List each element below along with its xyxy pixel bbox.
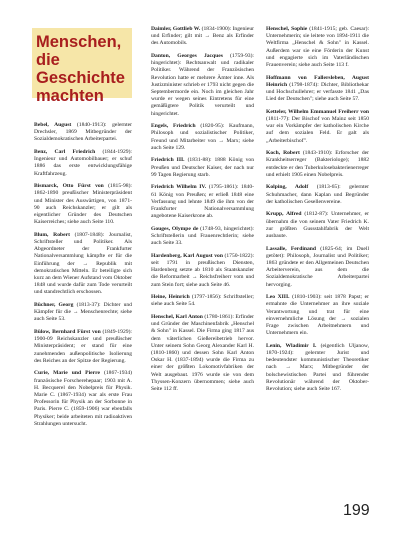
column-1	[34, 122, 132, 433]
entry-text: (1798-1874): Dichter, Bibliothekar und Hochschullehrer; er verfasste 1841 „Das Lied der Deutschen"; siehe auch Seite 57.	[266, 81, 369, 103]
entry-text: (1841-1915; geb. Caesar): Unternehmerin; sie leitete von 1894-1911 die Weltfirma „Henschel & Sohn" in Kassel. Außerdem war sie eine Förderin der Kunst und engagierte sich im Vaterländischen Frauenverein; siehe auch Seite 113 f.	[266, 26, 369, 69]
entry-name: Ketteler, Wilhelm Emmanuel Freiherr von	[266, 108, 369, 115]
entry-name: Bismarck, Otto Fürst von	[34, 183, 104, 190]
entry-text: (1797-1856): Schriftsteller; siehe auch Seite 54.	[151, 294, 254, 308]
entry-text: (1843-1910): Erforscher der Krankheitserreger (Bakteriologe); 1882 entdeckte er den Tuberkulosebakterienerreger und erhielt 1905 einen Nobelpreis.	[266, 150, 369, 178]
entry-name: Engels, Friedrich	[151, 123, 196, 130]
entry-text: (1840-1913): gelernter Drechsler, 1869 Mitbegründer der Sozialdemokratischen Arbeiterpartei.	[34, 122, 132, 143]
glossary-entry	[151, 253, 254, 289]
entry-text: (eigentlich Uljanow, 1870-1924): gelernter Jurist und bedeutendster kommunistischer Theoretiker nach → Marx; Mitbegründer der bolschewistischen Partei und führender Revolutionär während der Oktober-Revolution; siehe auch Seite 167.	[266, 342, 369, 393]
entry-text: (1849-1929): 1900-09 Reichskanzler und preußischer Ministerpräsident; er stand für eine zunehmenden außenpolitische Isolierung des Reiches an der Spitze der Regierung.	[34, 329, 132, 364]
entry-name: Büchner, Georg	[34, 302, 74, 309]
page-title: Menschen, die Geschichte machten	[36, 33, 125, 105]
glossary-entry	[266, 75, 369, 104]
entry-text: (1759-93): hingerichtet): Rechtsanwalt und radikaler Politiker. Während der Französischen Revolution hatte er mehrere Ämter inne. Als Justizminister schrieb er 1793 nicht gegen die Septembermorde ein. Noch im gleichen Jahr wurde er wegen seines Eintretens für eine gemäßigtere Politik verurteilt und hingerichtet.	[151, 53, 254, 117]
glossary-entry	[34, 232, 132, 297]
entry-name: Lassalle, Ferdinand	[266, 245, 317, 252]
glossary-entry	[34, 370, 132, 428]
entry-name: Benz, Carl Friedrich	[34, 149, 96, 155]
glossary-entry	[266, 150, 369, 179]
entry-name: Lenin, Wladimir I.	[266, 342, 317, 349]
entry-name: Koch, Robert	[266, 150, 300, 157]
glossary-entry	[151, 184, 254, 220]
glossary-entry	[266, 184, 369, 206]
entry-text: (1795-1861): 1840-61 König von Preußen; er erließ 1848 eine Verfassung und lehnte 1849 die ihm von der Frankfurter Nationalversammlung angebotene Kaiserkrone ab.	[151, 184, 254, 220]
entry-name: Kolping, Adolf	[266, 184, 309, 191]
entry-name: Daimler, Gottlieb W.	[151, 26, 201, 32]
glossary-entry	[151, 157, 254, 179]
entry-text: (1807-1848): Journalist, Schriftsteller und Politiker. Als Abgeordneter der Frankfurter Nationalversammlung kämpfte er für die Einführung der → Republik mit demokratischen Mitteln. Er beteiligte sich kurz an dem Wiener Aufstand vom Oktober 1848 und wurde dafür zum Tode verurteilt und standrechtlich erschossen.	[34, 231, 132, 296]
entry-text: (1750-1822): seit 1791 in preußischen Diensten, Hardenberg setzte ab 1810 als Staatskanzler die Reformarbeit → Reichsfreiherr vom und zum Stein fort; siehe auch Seite 46.	[151, 252, 255, 288]
entry-name: Curie, Marie und Pierre	[34, 370, 100, 377]
glossary-entry	[151, 26, 254, 48]
entry-text: (1820-95): Kaufmann, Philosoph und sozialistischer Politiker, Freund und Mitarbeiter von → Marx; siehe auch Seite 129.	[151, 123, 254, 151]
glossary-entry	[34, 149, 132, 178]
entry-name: Leo XIII.	[266, 294, 290, 301]
glossary-entry	[151, 123, 254, 152]
entry-name: Friedrich III.	[151, 157, 185, 164]
entry-text: (1811-77): Der Bischof von Mainz seit 1850 war ein Vorkämpfer der katholischen Kirche auf dem sozialen Feld. Er galt als „Arbeiterbischof".	[266, 116, 369, 144]
entry-text: (1831-88): 1888 König von Preußen und Deutscher Kaiser, der nach nur 99 Tagen Regierung starb.	[151, 157, 254, 178]
glossary-entry	[34, 122, 132, 144]
glossary-entry	[266, 343, 369, 393]
entry-name: Heine, Heinrich	[151, 294, 190, 301]
entry-name: Blum, Robert	[34, 231, 70, 238]
glossary-entry	[151, 53, 254, 118]
entry-text: (1834-1900): Ingenieur und Erfinder; gilt mit → Benz als Erfinder des Automobils.	[151, 26, 254, 47]
entry-name: Danton, Georges Jacques	[151, 53, 223, 59]
entry-name: Gouges, Olympe de	[151, 225, 199, 232]
entry-text: (1810-1903): seit 1878 Papst; er ermahnte die Unternehmer an ihre soziale Verantwortung und trat für eine einvernehmliche Lösung der → sozialen Frage zwischen Arbeitnehmern und Unternehmern ein.	[266, 294, 369, 337]
entry-text: (1815-98): 1862-1890 preußischer Ministerpräsident und Minister des Auswärtigen, von 1871-90 auch Reichskanzler; er gilt als eigentlicher Gründer des Deutschen Kaiserreiches; siehe auch Seite 110.	[34, 183, 132, 226]
glossary-entry	[266, 211, 369, 240]
entry-text: (1844-1929): Ingenieur und Automobilbauer; er schuf 1886 das erste entwicklungsfähige Kraftfahrzeug.	[34, 149, 132, 177]
glossary-entry	[151, 294, 254, 308]
column-3	[266, 26, 369, 399]
glossary-entry	[266, 246, 369, 289]
entry-text: (1748-93, hingerichtet): Schriftstellerin und Frauenrechtlerin; siehe auch Seite 33.	[151, 225, 254, 247]
entry-name: Hardenberg, Karl August von	[151, 252, 223, 259]
entry-name: Henschel, Karl Anton	[151, 314, 203, 321]
page-number: 199	[343, 502, 370, 519]
entry-text: (1825-64; im Duell getötet): Philosoph, Journalist und Politiker; 1863 gründete er den Allgemeinen Deutschen Arbeiterverein, aus dem die Sozialdemokratische Arbeiterpartei hervorging.	[266, 245, 370, 288]
entry-text: (1812-87): Unternehmer, er übernahm die von seinem Vater Friedrich K. zur größten Gussstahlfabrik der Welt ausbaute.	[266, 211, 369, 240]
entry-name: Bülow, Bernhard Fürst von	[34, 329, 101, 336]
glossary-entry	[266, 109, 369, 145]
glossary-entry	[34, 302, 132, 324]
entry-name: Bebel, August	[34, 122, 72, 128]
entry-name: Friedrich Wilhelm IV.	[151, 184, 207, 191]
glossary-entry	[151, 226, 254, 248]
glossary-entry	[266, 294, 369, 337]
entry-text: (1867-1934) französische Forscherehepaar; 1903 mit A. H. Becquerel den Nobelpreis für Physik. Marie C. (1867-1934) war als erste Frau Professorin für Physik an der Sorbonne in Paris. Pierre C. (1859-1906) war ebenfalls Physiker; beide arbeiteten mit radioaktiven Strahlungen untersucht.	[34, 370, 132, 427]
glossary-entry	[34, 329, 132, 365]
entry-text: (1813-37): Dichter und Kämpfer für die → Menschenrechte; siehe auch Seite 53.	[34, 302, 132, 323]
glossary-entry	[266, 26, 369, 69]
glossary-entry	[34, 183, 132, 226]
entry-name: Henschel, Sophie	[266, 26, 308, 32]
glossary-entry	[151, 314, 254, 393]
entry-text: (1780-1861): Erfinder und Gründer der Maschinenfabrik „Henschel & Sohn" in Kassel. Die Firma ging 1817 aus dem väterlichen Gießereibetrieb hervor. Unter seinem Sohn Georg Alexander Karl H. (1810-1860) und dessen Sohn Karl Anton Oskar H. (1837-1894) wurde die Firma zu einer der größten Lokomotivfabriken der Welt ausgebaut. 1976 wurde sie von dem Thyssen-Konzern übernommen; siehe auch Seite 112 ff.	[151, 314, 255, 393]
entry-name: Hoffmann von Fallersleben, August Heinrich	[266, 74, 369, 88]
entry-name: Krupp, Alfred	[266, 211, 302, 218]
column-2	[151, 26, 254, 399]
entry-text: (1813-65): gelernter Schuhmacher, dann Kaplan und Begründer der katholischen Gesellenvereine.	[266, 184, 369, 205]
